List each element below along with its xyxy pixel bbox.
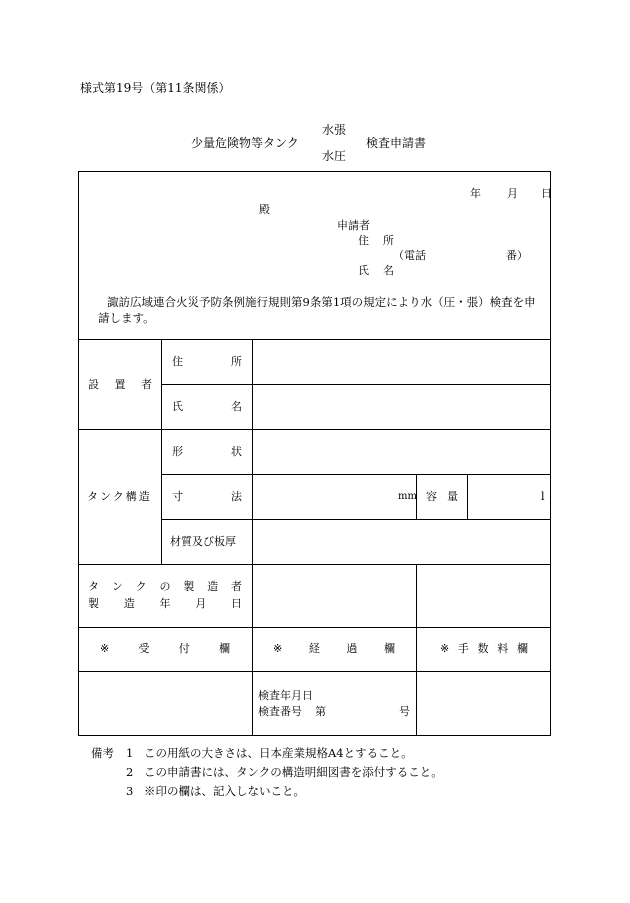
tank-capacity-label: 容 量 bbox=[426, 490, 458, 503]
column-divider bbox=[252, 339, 253, 736]
row-divider bbox=[78, 564, 551, 565]
inspection-number-prefix: 第 bbox=[315, 705, 326, 718]
inspection-number-suffix: 号 bbox=[399, 705, 410, 718]
date-day-label: 日 bbox=[541, 187, 552, 200]
row-divider bbox=[161, 384, 551, 385]
column-divider bbox=[161, 339, 162, 564]
row-divider bbox=[78, 627, 551, 628]
capacity-unit: l bbox=[541, 490, 545, 503]
title-suffix: 検査申請書 bbox=[366, 136, 427, 150]
row-divider bbox=[78, 339, 551, 340]
installer-label: 設 置 者 bbox=[88, 378, 152, 391]
manufacture-date-label: 製 造 年 月 日 bbox=[88, 597, 242, 610]
application-statement-line1: 諏訪広域連合火災予防条例施行規則第9条第1項の規定により水（圧・張）検査を申 bbox=[107, 295, 536, 309]
applicant-address-label: 住 所 bbox=[358, 234, 394, 247]
dimensions-unit: mm bbox=[398, 491, 417, 502]
tank-shape-label: 形 状 bbox=[172, 445, 242, 458]
note-text: この申請書には、タンクの構造明細図書を添付すること。 bbox=[144, 765, 443, 779]
tank-manufacturer-label: タ ン ク の 製 造 者 bbox=[88, 580, 242, 593]
fee-column-header: ※ 手 数 料 欄 bbox=[440, 642, 528, 655]
progress-column-header: ※ 経 過 欄 bbox=[273, 642, 395, 655]
notes-heading: 備考 bbox=[91, 746, 114, 760]
tank-material-label: 材質及び板厚 bbox=[170, 535, 236, 548]
column-divider bbox=[416, 564, 417, 736]
column-divider bbox=[467, 474, 468, 519]
title-option-water-pressure: 水圧 bbox=[322, 149, 347, 163]
phone-open-label: （電話 bbox=[393, 249, 426, 262]
tank-structure-label: タンク構造 bbox=[87, 490, 152, 503]
note-number: 2 bbox=[126, 765, 134, 779]
title-option-water-fill: 水張 bbox=[322, 123, 347, 137]
note-number: 3 bbox=[126, 784, 134, 798]
row-divider bbox=[161, 474, 551, 475]
date-month-label: 月 bbox=[507, 187, 518, 200]
tank-dimensions-label: 寸 法 bbox=[172, 490, 242, 503]
applicant-name-label: 氏 名 bbox=[358, 264, 394, 277]
installer-address-label: 住 所 bbox=[172, 355, 242, 368]
inspection-number-label: 検査番号 bbox=[258, 705, 302, 718]
addressee-label: 殿 bbox=[259, 203, 270, 216]
date-year-label: 年 bbox=[470, 187, 481, 200]
note-text: この用紙の大きさは、日本産業規格A4とすること。 bbox=[144, 746, 413, 760]
row-divider bbox=[78, 429, 551, 430]
installer-name-label: 氏 名 bbox=[172, 400, 242, 413]
reception-column-header: ※ 受 付 欄 bbox=[100, 642, 230, 655]
phone-close-label: 番） bbox=[506, 249, 528, 262]
applicant-label: 申請者 bbox=[337, 219, 370, 232]
form-number: 様式第19号（第11条関係） bbox=[80, 81, 231, 95]
note-text: ※印の欄は、記入しないこと。 bbox=[144, 784, 305, 798]
note-number: 1 bbox=[126, 746, 134, 760]
row-divider bbox=[78, 671, 551, 672]
title-prefix: 少量危険物等タンク bbox=[191, 136, 299, 150]
inspection-date-label: 検査年月日 bbox=[258, 689, 313, 702]
application-statement-line2: 請します。 bbox=[98, 311, 155, 325]
row-divider bbox=[161, 519, 551, 520]
